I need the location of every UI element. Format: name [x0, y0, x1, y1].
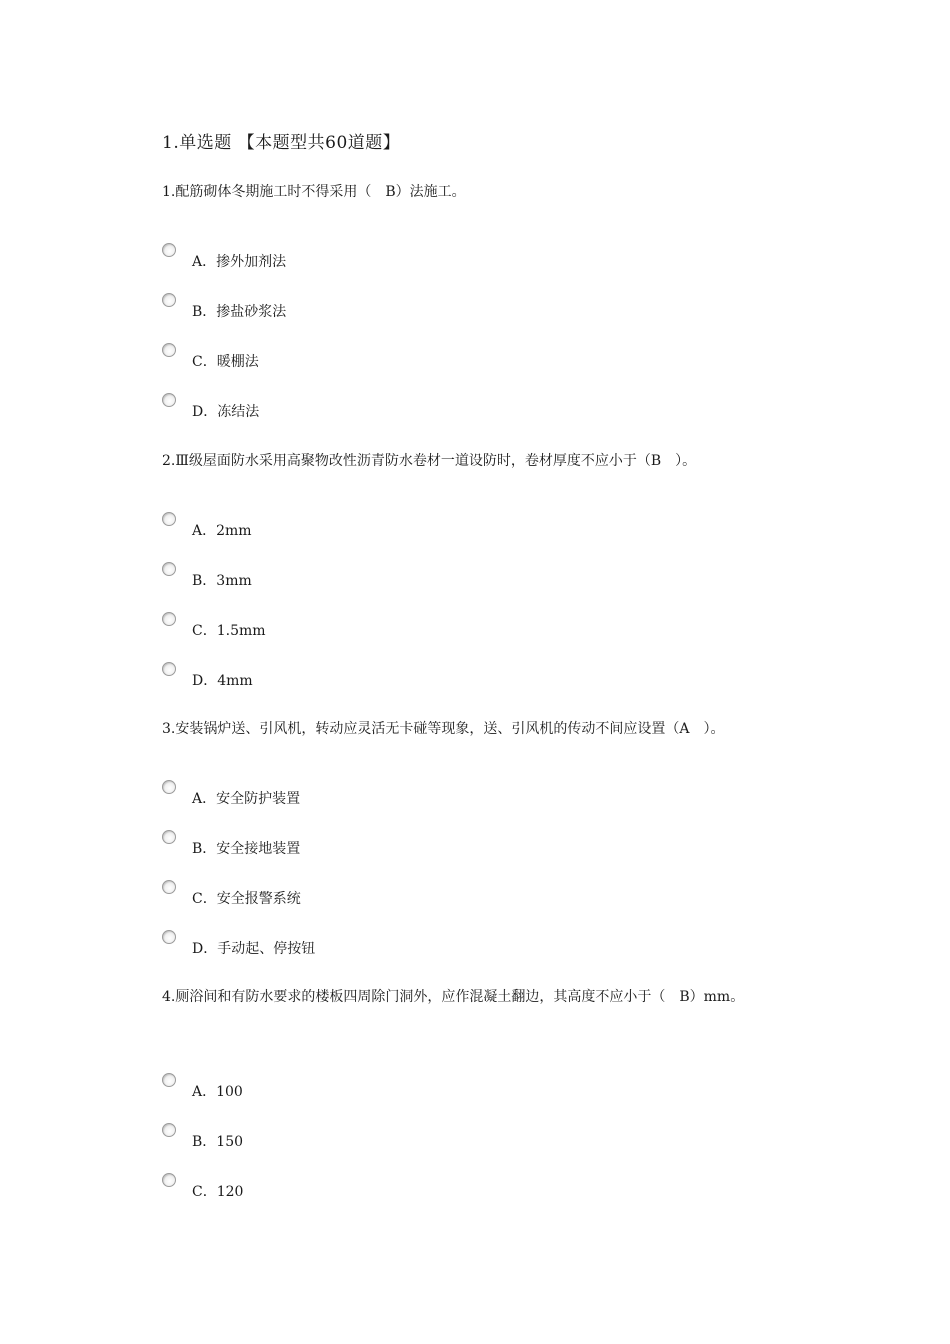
radio-button-icon[interactable]	[162, 562, 176, 576]
question-4-option-c[interactable]	[162, 1173, 562, 1203]
question-4-option-b[interactable]	[162, 1123, 562, 1153]
radio-button-icon[interactable]	[162, 662, 176, 676]
option-label: C．安全报警系统	[192, 891, 301, 907]
option-label: A．安全防护装置	[192, 791, 301, 807]
radio-button-icon[interactable]	[162, 243, 176, 257]
radio-button-icon[interactable]	[162, 1173, 176, 1187]
radio-button-icon[interactable]	[162, 830, 176, 844]
option-label: A．2mm	[192, 523, 252, 539]
question-1-option-a[interactable]	[162, 243, 562, 273]
radio-button-icon[interactable]	[162, 930, 176, 944]
question-2-option-a[interactable]	[162, 512, 562, 542]
radio-button-icon[interactable]	[162, 293, 176, 307]
question-3-option-c[interactable]	[162, 880, 562, 910]
option-label: C．1.5mm	[192, 623, 266, 639]
question-2-option-d[interactable]	[162, 662, 562, 692]
option-label: D．冻结法	[192, 404, 260, 420]
option-label: B．150	[192, 1134, 244, 1150]
radio-button-icon[interactable]	[162, 512, 176, 526]
question-1-option-c[interactable]	[162, 343, 562, 373]
question-3-option-a[interactable]	[162, 780, 562, 810]
option-label: C．120	[192, 1184, 244, 1200]
question-3-text: 3.安装锅炉送、引风机，转动应灵活无卡碰等现象，送、引风机的传动不间应设置（A ）。	[162, 721, 725, 737]
question-3-option-b[interactable]	[162, 830, 562, 860]
option-label: D．4mm	[192, 673, 253, 689]
option-label: B．安全接地装置	[192, 841, 301, 857]
question-1-text: 1.配筋砌体冬期施工时不得采用（ B）法施工。	[162, 184, 466, 200]
question-2-text: 2.Ⅲ级屋面防水采用高聚物改性沥青防水卷材一道设防时，卷材厚度不应小于（B ）。	[162, 453, 697, 469]
section-title: 1.单选题 【本题型共60道题】	[162, 133, 401, 153]
radio-button-icon[interactable]	[162, 780, 176, 794]
option-label: C．暖棚法	[192, 354, 259, 370]
question-1-option-d[interactable]	[162, 393, 562, 423]
radio-button-icon[interactable]	[162, 1073, 176, 1087]
option-label: D．手动起、停按钮	[192, 941, 316, 957]
radio-button-icon[interactable]	[162, 393, 176, 407]
question-2-option-c[interactable]	[162, 612, 562, 642]
question-2-option-b[interactable]	[162, 562, 562, 592]
question-4-option-a[interactable]	[162, 1073, 562, 1103]
option-label: A．100	[192, 1084, 243, 1100]
radio-button-icon[interactable]	[162, 1123, 176, 1137]
radio-button-icon[interactable]	[162, 880, 176, 894]
question-4-text: 4.厕浴间和有防水要求的楼板四周除门洞外，应作混凝土翻边，其高度不应小于（ B）mm。	[162, 989, 745, 1005]
option-label: B．掺盐砂浆法	[192, 304, 287, 320]
question-3-option-d[interactable]	[162, 930, 562, 960]
radio-button-icon[interactable]	[162, 612, 176, 626]
radio-button-icon[interactable]	[162, 343, 176, 357]
option-label: A．掺外加剂法	[192, 254, 287, 270]
option-label: B．3mm	[192, 573, 252, 589]
question-1-option-b[interactable]	[162, 293, 562, 323]
